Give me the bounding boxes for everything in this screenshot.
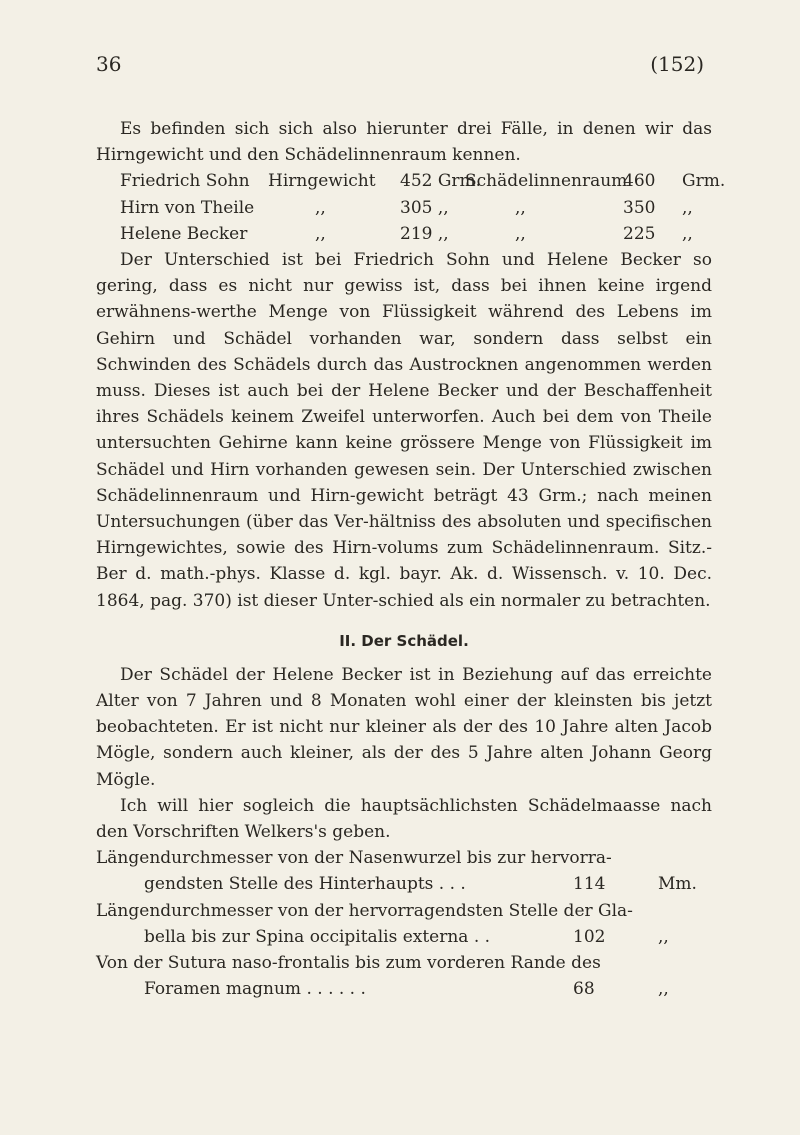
section-heading: II. Der Schädel. bbox=[339, 631, 469, 650]
page-header bbox=[96, 52, 704, 80]
row-label2: Schädelinnenraum bbox=[465, 171, 628, 192]
intro-paragraph: Es befinden sich sich also hierunter drei Fälle, in denen wir das Hirngewicht und den Schädelinnenraum kennen. bbox=[96, 119, 712, 166]
list-item bbox=[96, 950, 712, 976]
brain-weight-table bbox=[120, 168, 726, 247]
measurement-line1: Von der Sutura naso-frontalis bis zum vorderen Rande des bbox=[96, 952, 601, 973]
measurement-unit: ,, bbox=[658, 926, 669, 947]
page-signature: (152) bbox=[650, 52, 704, 76]
row-label1: ,, bbox=[315, 223, 326, 244]
paragraph-measurements-intro: Ich will hier sogleich die hauptsächlichsten Schädelmaasse nach den Vorschriften Welkers's geben. bbox=[96, 795, 712, 843]
measurement-line1: Längendurchmesser von der Nasenwurzel bis zur hervorra- bbox=[96, 848, 612, 869]
row-unit2: Grm. bbox=[682, 171, 726, 192]
row-value2: 350 bbox=[623, 197, 656, 218]
row-name: Helene Becker bbox=[120, 223, 248, 244]
row-unit2: ,, bbox=[682, 197, 693, 218]
row-label1: ,, bbox=[315, 197, 326, 218]
page-number: 36 bbox=[96, 52, 122, 76]
paragraph-skull: Der Schädel der Helene Becker ist in Beziehung auf das erreichte Alter von 7 Jahren und 8 Monaten wohl einer der kleinsten bis jetzt beobachteten. Er ist nicht nur kleiner als der des 10 Jahre alten Jacob Mögle, sondern auch kleiner, als der des 5 Jahre alten Johann Georg Mögle. bbox=[96, 664, 712, 790]
body-text bbox=[96, 116, 726, 1002]
row-name: Hirn von Theile bbox=[120, 197, 255, 218]
row-unit2: ,, bbox=[682, 223, 693, 244]
table-row bbox=[120, 168, 726, 194]
measurement-line2: Foramen magnum . . . . . . bbox=[144, 979, 366, 1000]
row-label2: ,, bbox=[515, 223, 526, 244]
measurement-list bbox=[96, 845, 712, 1002]
measurement-line1: Längendurchmesser von der hervorragendsten Stelle der Gla- bbox=[96, 900, 633, 921]
list-item bbox=[96, 976, 712, 1002]
row-value1: 452 Grm. bbox=[400, 171, 482, 192]
row-name: Friedrich Sohn bbox=[120, 171, 250, 192]
paragraph-difference: Der Unterschied ist bei Friedrich Sohn und Helene Becker so gering, dass es nicht nur gewiss ist, dass bei ihnen keine irgend erwähnens-werthe Menge von Flüssigkeit während des Lebens im Gehirn und Schädel vorhanden war, sondern dass selbst ein Schwinden des Schädels durch das Austrocknen angenommen werden muss. Dieses ist auch bei der Helene Becker und der Beschaffenheit ihres Schädels keinem Zweifel unterworfen. Auch bei dem von Theile untersuchten Gehirne kann keine grössere Menge von Flüssigkeit im Schädel und Hirn vorhanden gewesen sein. Der Unterschied zwischen Schädelinnenraum und Hirn-gewicht beträgt 43 Grm.; nach meinen Untersuchungen (über das Ver-hältniss des absoluten und specifischen Hirngewichtes, sowie des Hirn-volums zum Schädelinnenraum. Sitz.-Ber d. math.-phys. Klasse d. kgl. bayr. Ak. d. Wissensch. v. 10. Dec. 1864, pag. 370) ist dieser Unter-schied als ein normaler zu betrachten. bbox=[96, 249, 712, 611]
list-item bbox=[96, 898, 712, 924]
table-row bbox=[120, 221, 712, 247]
list-item bbox=[96, 871, 712, 897]
measurement-value: 102 bbox=[573, 926, 606, 947]
row-value2: 225 bbox=[623, 223, 656, 244]
row-label2: ,, bbox=[515, 197, 526, 218]
measurement-value: 68 bbox=[573, 979, 595, 1000]
list-item bbox=[96, 845, 712, 871]
row-value1: 305 ,, bbox=[400, 197, 449, 218]
measurement-unit: ,, bbox=[658, 979, 669, 1000]
row-value1: 219 ,, bbox=[400, 223, 449, 244]
row-value2: 460 bbox=[623, 171, 656, 192]
list-item bbox=[96, 924, 712, 950]
measurement-unit: Mm. bbox=[658, 874, 697, 895]
table-row bbox=[120, 195, 712, 221]
measurement-line2: gendsten Stelle des Hinterhaupts . . . bbox=[144, 874, 466, 895]
measurement-line2: bella bis zur Spina occipitalis externa . . bbox=[144, 926, 491, 947]
measurement-value: 114 bbox=[573, 874, 606, 895]
row-label1: Hirngewicht bbox=[268, 171, 376, 192]
